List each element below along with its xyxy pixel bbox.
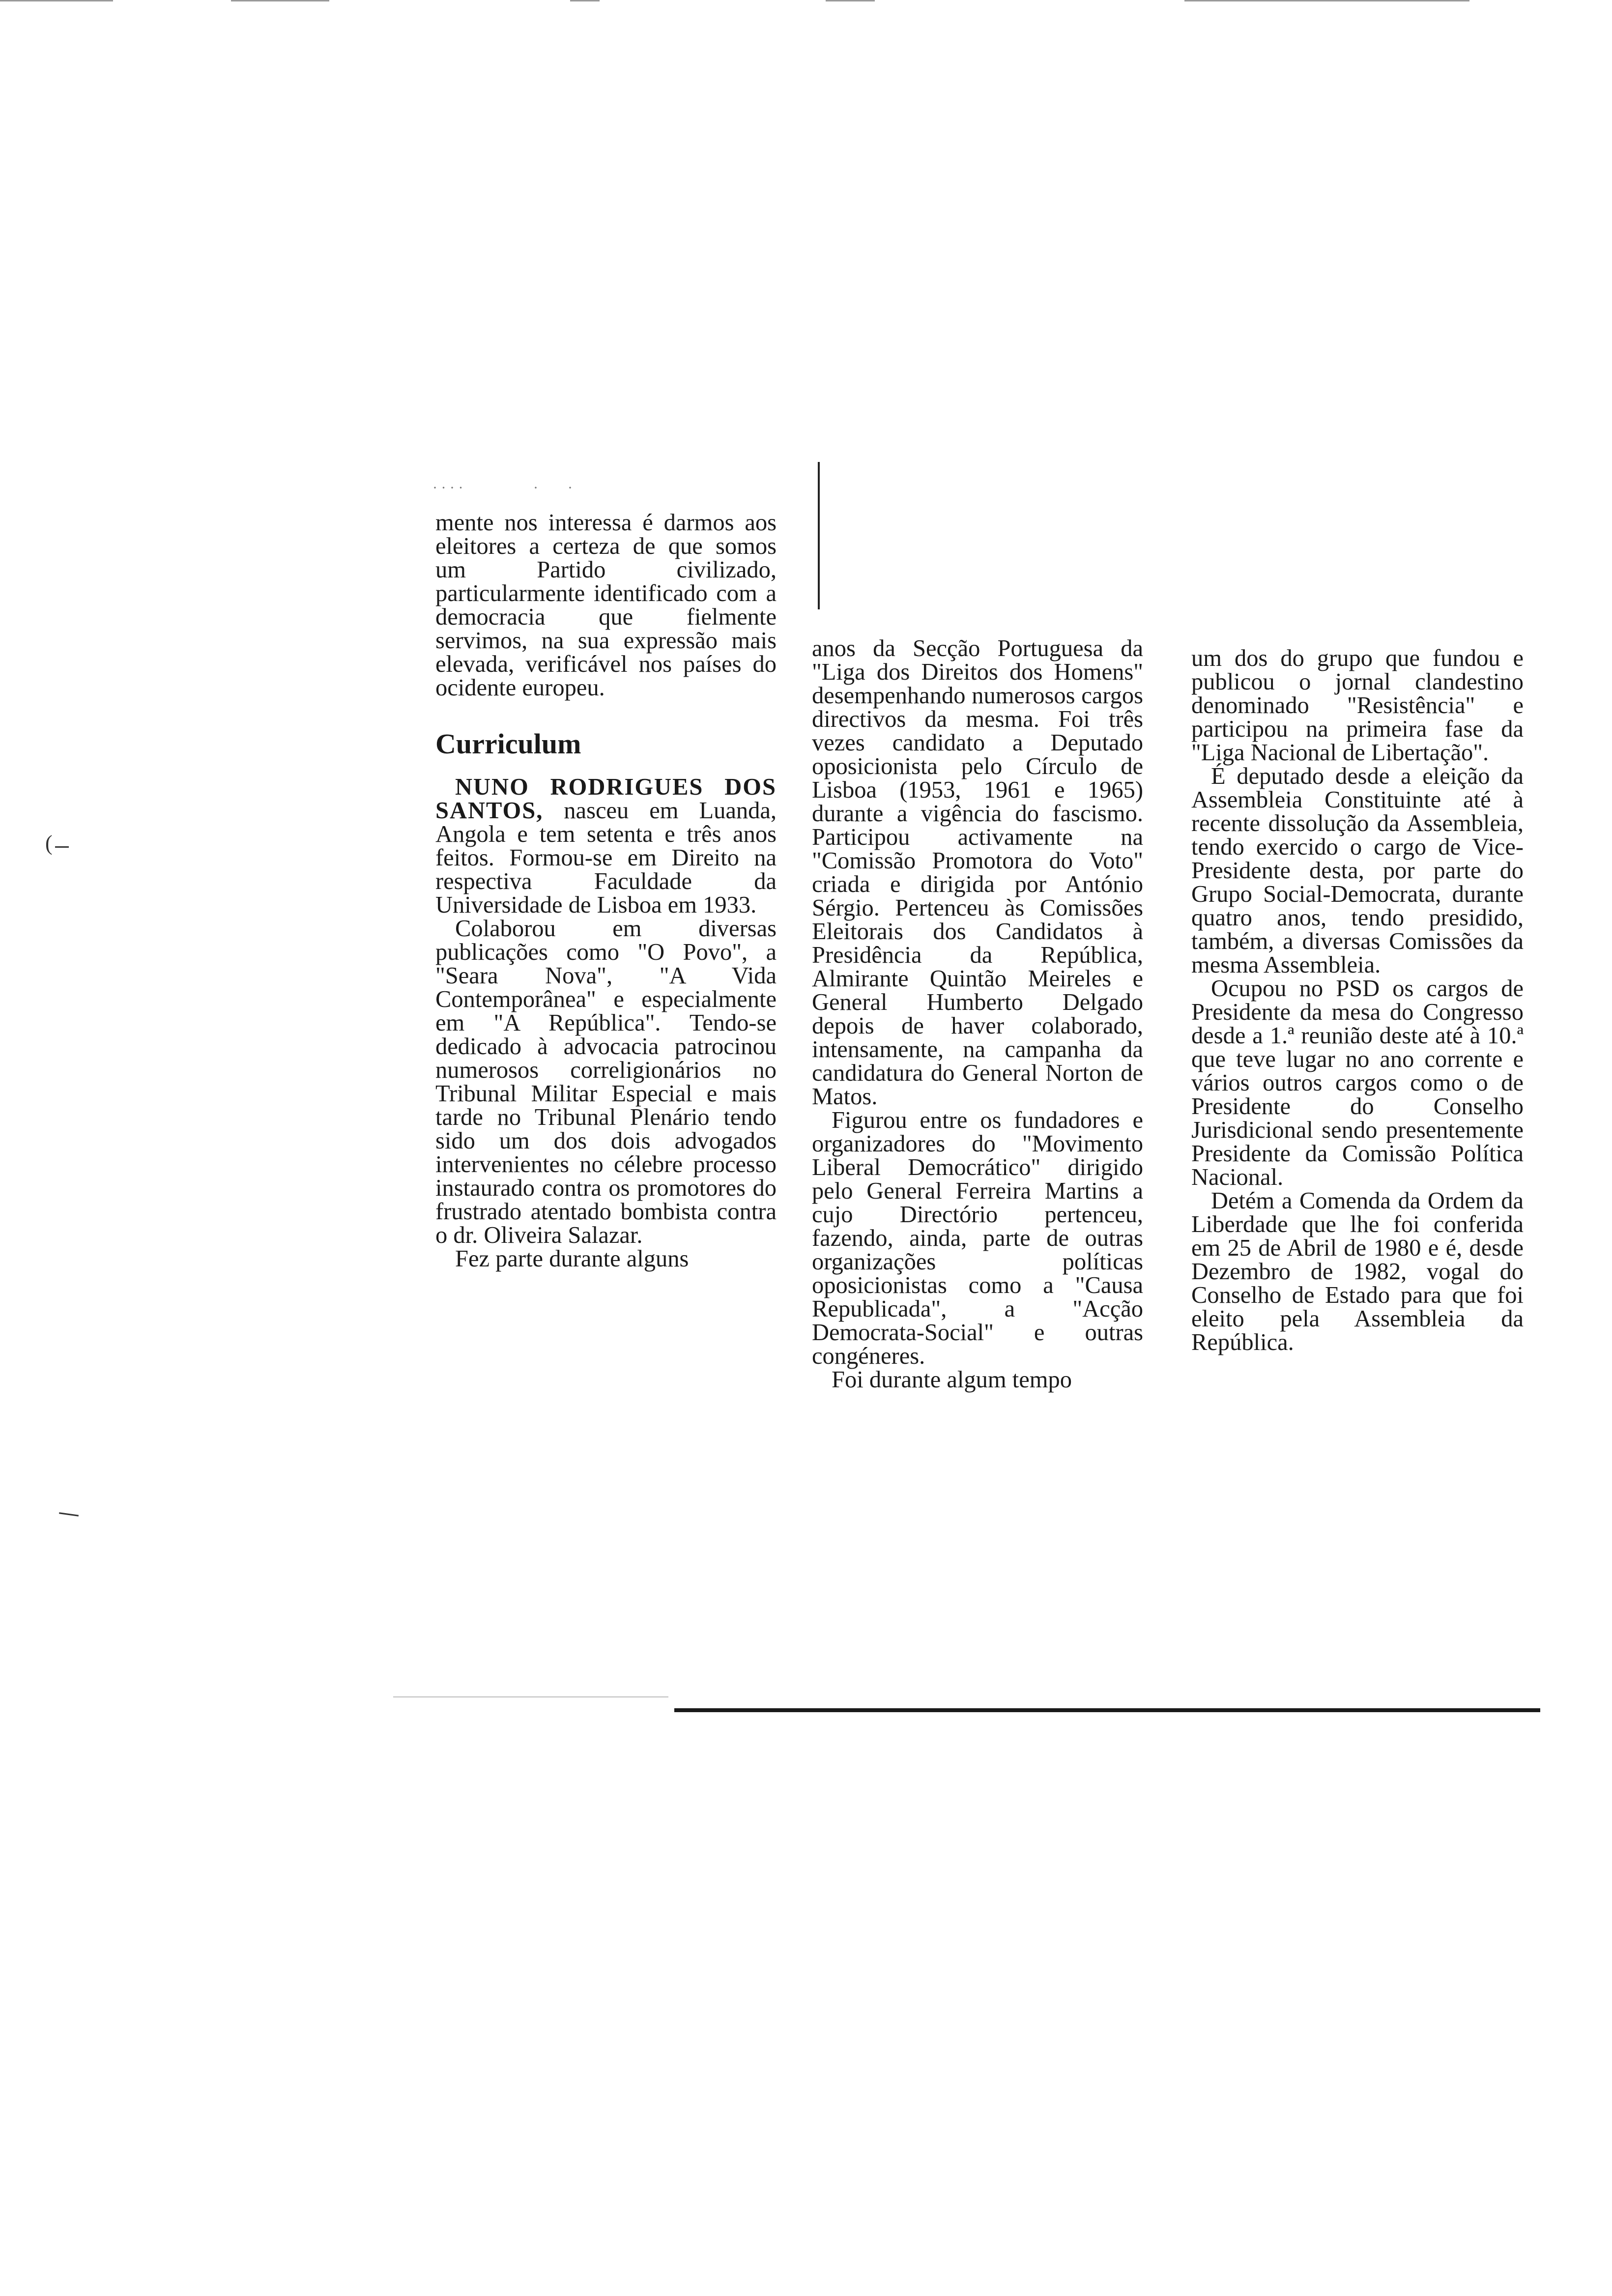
bio-paragraph: Foi durante algum tempo xyxy=(832,1367,1072,1393)
column-divider-rule xyxy=(818,462,820,609)
scan-dash xyxy=(1184,0,1469,1)
scan-top-edge xyxy=(0,0,1612,3)
bio-paragraph xyxy=(435,775,777,917)
margin-tick-mark xyxy=(55,846,69,848)
scan-noise: · · · · · · xyxy=(432,480,573,496)
intro-paragraph: mente nos interessa é darmos aos eleitores a certeza de que somos um Partido civilizado, particularmente identificado com a democracia que fielmente servimos, na sua expressão mais elevada, verificável nos países do ocidente europeu. xyxy=(435,510,777,701)
bio-paragraph: um dos do grupo que fundou e publicou o jornal clandestino denominado "Resistência" e participou na primeira fase da "Liga Nacional de Libertação". xyxy=(1191,645,1524,766)
bio-paragraph: Colaborou em diversas publicações como "O Povo", a "Seara Nova", "A Vida Contemporânea" e especialmente em "A República". Tendo-se dedicado à advocacia patrocinou numerosos correligionários no Tribunal Militar Especial e mais tarde no Tribunal Plenário tendo sido um dos dois advogados intervenientes no célebre processo instaurado contra os promotores do frustrado atentado bombista contra o dr. Oliveira Salazar. xyxy=(435,916,777,1248)
bio-paragraph: É deputado desde a eleição da Assembleia Constituinte até à recente dissolução da Assembleia, tendo exercido o cargo de Vice-Presidente desta, por parte do Grupo Social-Democrata, durante quatro anos, tendo presidido, também, a diversas Comissões da mesma Assembleia. xyxy=(1191,763,1524,978)
bottom-rule xyxy=(674,1708,1540,1712)
article-column-3 xyxy=(1191,647,1524,1354)
article-column-1 xyxy=(435,511,777,1271)
bottom-rule-faint xyxy=(393,1696,668,1697)
bio-paragraph: Detém a Comenda da Ordem da Liberdade que lhe foi conferida em 25 de Abril de 1980 e é, desde Dezembro de 1982, vogal do Conselho de Estado para que foi eleito pela Assembleia da República. xyxy=(1191,1188,1524,1355)
person-name: NUNO RODRIGUES DOS SANTOS, xyxy=(435,774,777,824)
scan-dash xyxy=(0,0,113,1)
section-heading: Curriculum xyxy=(435,728,581,760)
scan-dash xyxy=(570,0,600,1)
scan-dash xyxy=(231,0,329,1)
scan-dash xyxy=(826,0,875,1)
bio-paragraph: anos da Secção Portuguesa da "Liga dos Direitos dos Homens" desempenhando numerosos cargos directivos da mesma. Foi três vezes candidato a Deputado oposicionista pelo Círculo de Lisboa (1953, 1961 e 1965) durante a vigência do fascismo. Participou activamente na "Comissão Promotora do Voto" criada e dirigida por António Sérgio. Pertenceu às Comissões Eleitorais dos Candidatos à Presidência da República, Almirante Quintão Meireles e General Humberto Delgado depois de haver colaborado, intensamente, na campanha da candidatura do General Norton de Matos. xyxy=(812,635,1143,1110)
bio-paragraph: Fez parte durante alguns xyxy=(455,1246,689,1272)
article-column-2 xyxy=(812,637,1143,1392)
margin-tick-mark xyxy=(59,1512,79,1517)
bio-paragraph: Figurou entre os fundadores e organizadores do "Movimento Liberal Democrático" dirigido pelo General Ferreira Martins a cujo Directório pertenceu, fazendo, ainda, parte de outras organizações políticas oposicionistas como a "Causa Republicada", a "Acção Democrata-Social" e outras congéneres. xyxy=(812,1107,1143,1369)
bio-text: nasceu em Luanda, Angola e tem setenta e três anos feitos. Formou-se em Direito na respectiva Faculdade da Universidade de Lisboa em 1933. xyxy=(435,798,777,918)
bio-paragraph: Ocupou no PSD os cargos de Presidente da mesa do Congresso desde a 1.ª reunião deste até à 10.ª que teve lugar no ano corrente e vários outros cargos como o de Presidente do Conselho Jurisdicional sendo presentemente Presidente da Comissão Política Nacional. xyxy=(1191,976,1524,1190)
margin-bracket-mark: ( xyxy=(45,831,53,855)
